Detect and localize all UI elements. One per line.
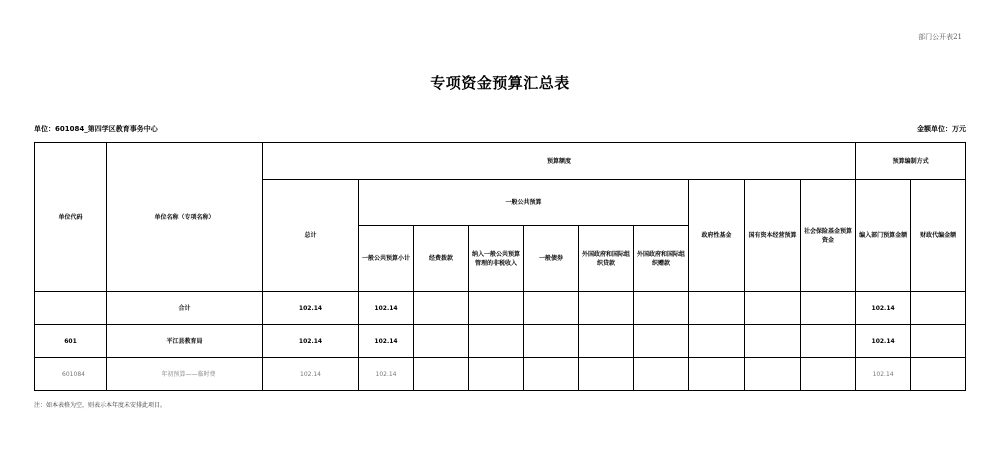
cell-code: 601: [35, 325, 107, 358]
header-social-insurance: 社会保险基金预算资金: [801, 180, 856, 292]
amount-unit-label: 金额单位：万元: [917, 125, 966, 133]
header-foreign-grants: 外国政府和国际组织赠款: [634, 226, 689, 292]
table-row: [35, 358, 966, 391]
header-dept-budget: 编入部门预算金额: [856, 180, 911, 292]
cell-dept-budget: 102.14: [856, 292, 911, 325]
cell-subtotal: 102.14: [359, 325, 414, 358]
budget-table: [34, 142, 966, 391]
header-unit-code: 单位代码: [35, 143, 107, 292]
cell-subtotal: 102.14: [359, 358, 414, 391]
table-row: [35, 292, 966, 325]
header-fiscal-compile: 财政代编金额: [911, 180, 966, 292]
cell-name: 合计: [107, 292, 263, 325]
cell-total: 102.14: [263, 358, 359, 391]
header-state-capital: 国有资本经营预算: [745, 180, 801, 292]
header-unit-name: 单位名称（专项名称）: [107, 143, 263, 292]
header-general-bonds: 一般债券: [524, 226, 579, 292]
cell-subtotal: 102.14: [359, 292, 414, 325]
unit-label: 单位：601084_第四学区教育事务中心: [34, 125, 158, 133]
cell-dept-budget: 102.14: [856, 325, 911, 358]
cell-code: 601084: [35, 358, 107, 391]
footnote: 注：如本表格为空，则表示本年度未安排此项目。: [34, 402, 167, 409]
header-compile-method: 预算编制方式: [856, 143, 966, 180]
table-row: [35, 325, 966, 358]
header-fund-allocation: 经费拨款: [414, 226, 469, 292]
form-code: 部门公开表21: [918, 33, 962, 41]
header-gov-fund: 政府性基金: [689, 180, 745, 292]
page-title: 专项资金预算汇总表: [430, 74, 570, 92]
cell-name: 年初预算——临时费: [107, 358, 263, 391]
cell-code: [35, 292, 107, 325]
header-budget-amount: 预算额度: [263, 143, 856, 180]
header-foreign-loans: 外国政府和国际组织贷款: [579, 226, 634, 292]
header-total: 总计: [263, 180, 359, 292]
header-general-subtotal: 一般公共预算小计: [359, 226, 414, 292]
cell-total: 102.14: [263, 292, 359, 325]
cell-name: 平江县教育局: [107, 325, 263, 358]
cell-total: 102.14: [263, 325, 359, 358]
cell-dept-budget: 102.14: [856, 358, 911, 391]
header-non-tax-income: 纳入一般公共预算管理的非税收入: [469, 226, 524, 292]
header-general-budget: 一般公共预算: [359, 180, 689, 226]
